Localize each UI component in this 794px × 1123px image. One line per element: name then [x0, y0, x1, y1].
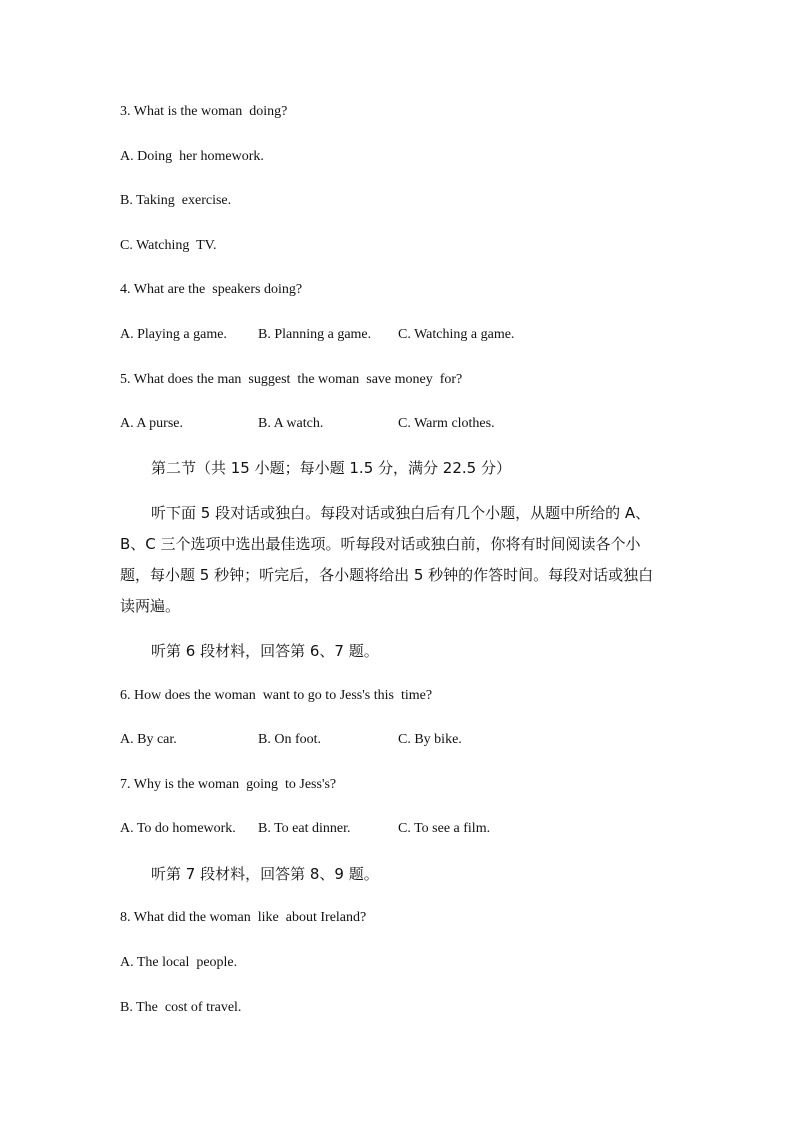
section-2-heading: 第二节（共 15 小题；每小题 1.5 分，满分 22.5 分） — [151, 459, 511, 477]
material-7-heading: 听第 7 段材料，回答第 8、9 题。 — [151, 865, 379, 883]
q7-option-b: B. To eat dinner. — [258, 821, 351, 836]
q3-option-b: B. Taking exercise. — [120, 193, 232, 208]
q6-option-c: C. By bike. — [398, 732, 462, 747]
material-6-heading: 听第 6 段材料，回答第 6、7 题。 — [151, 642, 379, 660]
question-3: 3. What is the woman doing? — [120, 104, 288, 119]
q5-option-c: C. Warm clothes. — [398, 416, 495, 431]
q4-option-a: A. Playing a game. — [120, 327, 227, 342]
question-5: 5. What does the man suggest the woman save money for? — [120, 372, 463, 387]
instructions-line-1: 听下面 5 段对话或独白。每段对话或独白后有几个小题，从题中所给的 A、 — [151, 504, 651, 522]
question-4: 4. What are the speakers doing? — [120, 282, 303, 297]
question-7: 7. Why is the woman going to Jess's? — [120, 777, 337, 792]
q5-options — [120, 414, 680, 434]
q5-option-b: B. A watch. — [258, 416, 324, 431]
q6-option-a: A. By car. — [120, 732, 177, 747]
instructions-line-3: 题，每小题 5 秒钟；听完后，各小题将给出 5 秒钟的作答时间。每段对话或独白 — [120, 566, 654, 584]
q3-option-a: A. Doing her homework. — [120, 149, 264, 164]
q4-option-c: C. Watching a game. — [398, 327, 515, 342]
question-8: 8. What did the woman like about Ireland? — [120, 910, 367, 925]
q8-option-a: A. The local people. — [120, 955, 238, 970]
q6-option-b: B. On foot. — [258, 732, 321, 747]
q3-option-c: C. Watching TV. — [120, 238, 217, 253]
q4-options — [120, 325, 680, 345]
instructions-line-4: 读两遍。 — [120, 597, 181, 615]
q7-option-c: C. To see a film. — [398, 821, 491, 836]
q6-options — [120, 730, 680, 750]
instructions-line-2: B、C 三个选项中选出最佳选项。听每段对话或独白前，你将有时间阅读各个小 — [120, 535, 641, 553]
question-6: 6. How does the woman want to go to Jess's this time? — [120, 688, 433, 703]
q7-option-a: A. To do homework. — [120, 821, 236, 836]
q5-option-a: A. A purse. — [120, 416, 183, 431]
q4-option-b: B. Planning a game. — [258, 327, 372, 342]
q8-option-b: B. The cost of travel. — [120, 1000, 242, 1015]
q7-options — [120, 819, 680, 839]
